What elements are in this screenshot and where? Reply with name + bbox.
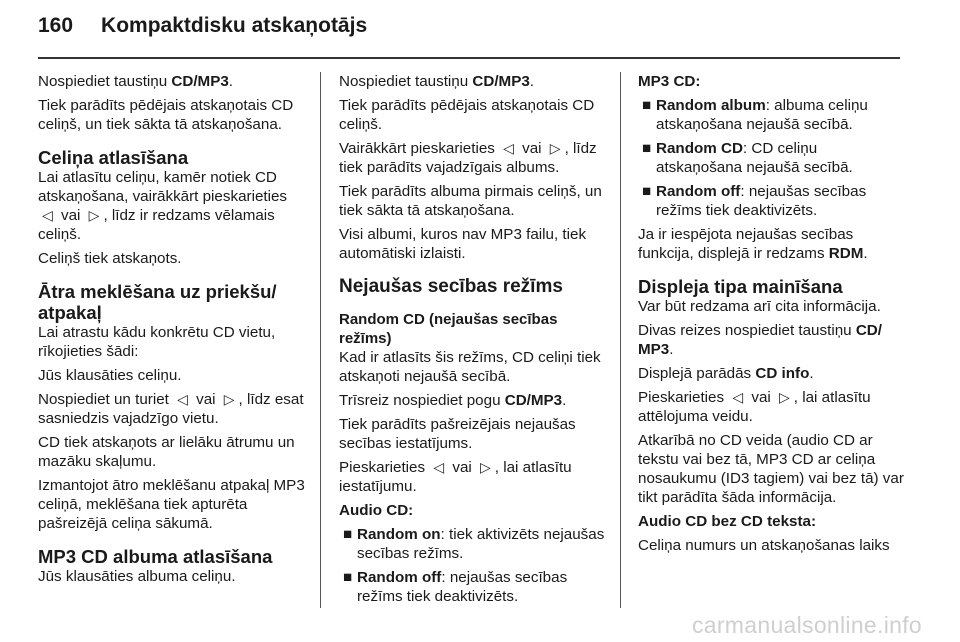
column-divider [620, 72, 621, 608]
key-label: CD/MP3 [171, 73, 229, 90]
section-heading: Ātra meklēšana uz priekšu/ atpakaļ [38, 281, 277, 323]
key-label: CD/ MP3 [638, 322, 882, 358]
section-heading: MP3 CD albuma atlasīšana [38, 546, 273, 567]
paragraph: Jūs klausāties celiņu. [38, 367, 182, 384]
list-item: ■ Random album: albuma celiņu atskaņošana nejaušā secībā. [642, 97, 868, 133]
key-label: CD info [755, 365, 810, 382]
paragraph: Vairākkārt pieskarieties ◁ vai ▷ , līdz tiek parādīts vajadzīgais albums. [339, 140, 597, 176]
paragraph: Tiek parādīts pēdējais atskaņotais CD celiņš. [339, 97, 595, 133]
list-label: Audio CD bez CD teksta: [638, 513, 817, 530]
paragraph: Izmantojot ātro meklēšanu atpakaļ MP3 celiņā, meklēšana tiek apturēta pašreizējā celiņa sākumā. [38, 477, 305, 532]
paragraph: Var būt redzama arī cita informācija. [638, 298, 881, 315]
column-divider [320, 72, 321, 608]
bullet-icon: ■ [642, 183, 652, 200]
list-item: ■ Random off: nejaušas secības režīms tiek deaktivizēts. [642, 183, 867, 219]
watermark: carmanualsonline.info [691, 612, 922, 638]
left-arrow-icon: ◁ [433, 459, 445, 475]
header-rule [38, 57, 900, 59]
paragraph: Visi albumi, kuros nav MP3 failu, tiek automātiski izlaisti. [339, 226, 587, 262]
paragraph: Lai atlasītu celiņu, kamēr notiek CD atskaņošana, vairākkārt pieskarieties ◁ vai ▷ , līdz ir redzams vēlamais celiņš. [38, 169, 288, 243]
paragraph: Tiek parādīts albuma pirmais celiņš, un tiek sākta tā atskaņošana. [339, 183, 602, 219]
bullet-icon: ■ [642, 97, 652, 114]
page-header [38, 14, 367, 38]
key-label: RDM [828, 245, 864, 262]
paragraph: CD tiek atskaņots ar lielāku ātrumu un mazāku skaļumu. [38, 434, 295, 470]
section-heading: Displeja tipa mainīšana [638, 276, 843, 297]
list-item: ■ Random CD: CD celiņu atskaņošana nejaušā secībā. [642, 140, 853, 176]
right-arrow-icon: ▷ [88, 207, 100, 223]
paragraph: Nospiediet taustiņu CD/MP3. [339, 73, 535, 90]
right-arrow-icon: ▷ [223, 391, 235, 407]
paragraph: Trīsreiz nospiediet pogu CD/MP3. [339, 392, 567, 409]
subsection-heading: Random CD (nejaušas secības režīms) [339, 311, 558, 347]
bullet-icon: ■ [343, 569, 353, 586]
left-arrow-icon: ◁ [503, 140, 514, 156]
key-label: CD/MP3 [504, 392, 563, 409]
left-arrow-icon: ◁ [732, 389, 744, 405]
column-3 [638, 72, 906, 560]
section-heading: Celiņa atlasīšana [38, 147, 189, 168]
paragraph: Atkarībā no CD veida (audio CD ar tekstu vai bez tā, MP3 CD ar celiņa nosaukumu (ID3 tagiem) vai bez tā) var tikt parādīta šāda informācija. [638, 432, 904, 506]
left-arrow-icon: ◁ [177, 391, 188, 407]
paragraph: Jūs klausāties albuma celiņu. [38, 568, 236, 585]
page-title: Kompaktdisku atskaņotājs [101, 14, 368, 37]
right-arrow-icon: ▷ [480, 459, 491, 475]
paragraph: Tiek parādīts pēdējais atskaņotais CD celiņš, un tiek sākta tā atskaņošana. [38, 97, 294, 133]
list-item: ■ Random off: nejaušas secības režīms tiek deaktivizēts. [343, 569, 568, 605]
right-arrow-icon: ▷ [779, 389, 790, 405]
paragraph: Kad ir atlasīts šis režīms, CD celiņi tiek atskaņoti nejaušā secībā. [339, 349, 601, 385]
left-arrow-icon: ◁ [42, 207, 53, 223]
paragraph: Pieskarieties ◁ vai ▷ , lai atlasītu attēlojuma veidu. [638, 389, 871, 425]
bullet-icon: ■ [343, 526, 353, 543]
paragraph: Displejā parādās CD info. [638, 365, 814, 382]
paragraph: Divas reizes nospiediet taustiņu CD/ MP3. [638, 322, 882, 358]
column-2 [339, 72, 607, 611]
bullet-icon: ■ [642, 140, 652, 157]
paragraph: Pieskarieties ◁ vai ▷ , lai atlasītu iestatījumu. [339, 459, 572, 495]
paragraph: Nospiediet taustiņu CD/MP3. [38, 73, 234, 90]
key-label: CD/MP3 [472, 73, 530, 90]
list-item: ■ Random on: tiek aktivizēts nejaušas secības režīms. [343, 526, 605, 562]
paragraph: Lai atrastu kādu konkrētu CD vietu, rīkojieties šādi: [38, 324, 276, 360]
paragraph: Tiek parādīts pašreizējais nejaušas secības iestatījums. [339, 416, 576, 452]
paragraph: Nospiediet un turiet ◁ vai ▷ , līdz esat sasniedzis vajadzīgo vietu. [38, 391, 304, 427]
section-heading: Nejaušas secības režīms [339, 276, 563, 297]
column-1 [38, 72, 308, 591]
paragraph: Ja ir iespējota nejaušas secības funkcija, displejā ir redzams RDM. [638, 226, 868, 262]
list-label: Audio CD: [339, 502, 414, 519]
page-number: 160 [38, 14, 74, 37]
paragraph: Celiņa numurs un atskaņošanas laiks [638, 537, 890, 554]
list-label: MP3 CD: [638, 73, 701, 90]
right-arrow-icon: ▷ [549, 140, 561, 156]
paragraph: Celiņš tiek atskaņots. [38, 250, 182, 267]
